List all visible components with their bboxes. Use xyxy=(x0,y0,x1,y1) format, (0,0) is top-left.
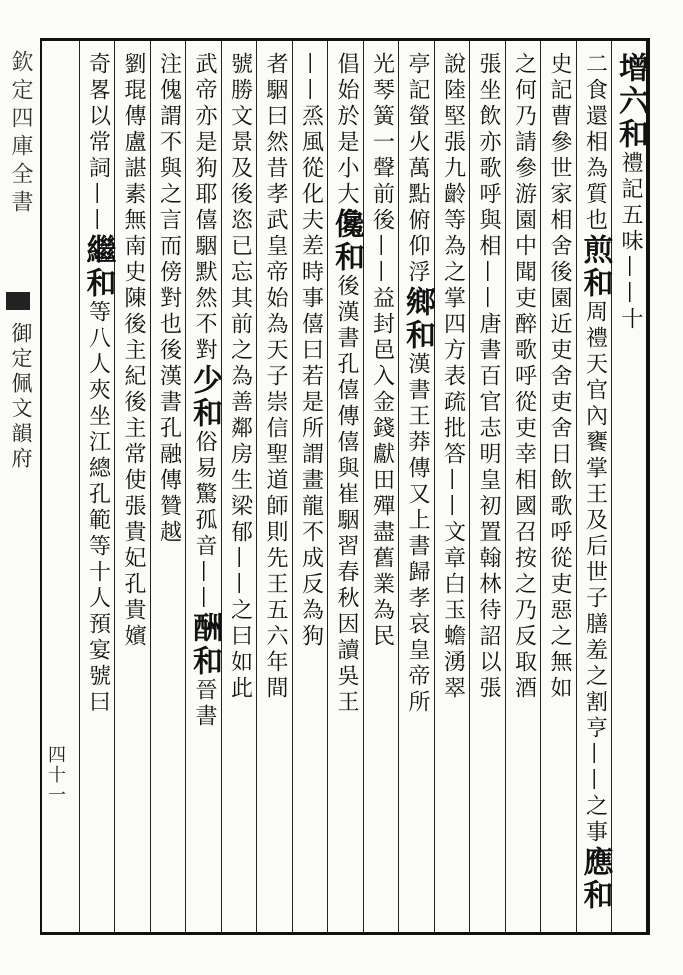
commentary-text: 注傀謂不與之言而傍對也 xyxy=(156,52,182,338)
text-column xyxy=(115,52,151,927)
commentary-text: 周禮天官內饔掌王及后世子膳羞之割亨——之事 xyxy=(582,300,608,846)
entry-heading: 少和 xyxy=(187,364,222,430)
text-column xyxy=(257,52,293,927)
commentary-text: 益封邑入金錢獻田殫盡舊業為民 xyxy=(369,286,395,650)
text-column xyxy=(222,52,258,927)
commentary-text: 號勝文景及後恣已忘其前之為善鄰房生梁郁——之曰如此 xyxy=(227,52,253,702)
entry-heading: 煎和 xyxy=(577,234,613,300)
text-column xyxy=(435,52,471,927)
spine-collection-title: 欽定四庫全書 xyxy=(8,50,33,218)
commentary-text: 後漢書孔融傳贊越 xyxy=(156,338,182,546)
commentary-text: 說陸堅張九齡等為之掌四方表疏批答——文章白玉蟾湧翠 xyxy=(440,52,466,702)
text-column xyxy=(612,52,648,927)
entry-heading: 儳和 xyxy=(329,208,364,274)
text-column xyxy=(506,52,542,927)
commentary-text: 夫差時事僖曰若是所謂畫龍不成反為狗 xyxy=(298,208,324,650)
commentary-text: 光琴簧一聲前後—— xyxy=(369,52,395,286)
commentary-text: 張坐飲亦歌呼與相——唐書百官志明皇初置翰林待詔以張 xyxy=(476,52,501,702)
frame-top-border xyxy=(40,38,650,41)
commentary-text: 之何乃請參游園中聞吏醉歌呼從吏幸相國召按之乃反取酒 xyxy=(511,52,537,702)
entry-heading: 應和 xyxy=(577,846,613,912)
text-column xyxy=(577,52,613,927)
commentary-text: 俗易驚孤音—— xyxy=(192,430,217,612)
commentary-text: 史記曹參世家相舍後園近吏舍吏舍日飲歌呼從吏惡之無如 xyxy=(547,52,572,702)
commentary-text: 倡始於是小大 xyxy=(334,52,359,208)
text-column xyxy=(399,52,435,927)
commentary-text: 等八人夾坐江總孔範等十人預宴號曰 xyxy=(85,300,111,716)
text-column xyxy=(541,52,577,927)
commentary-text: 劉琨傳盧諶素無 xyxy=(121,52,146,234)
entry-heading: 增 xyxy=(613,52,648,85)
text-column xyxy=(151,52,187,927)
commentary-text: 漢書王莽傳又上書歸孝哀皇帝所 xyxy=(405,352,430,716)
text-column xyxy=(470,52,506,927)
commentary-text: 後漢書孔僖傳僖與崔駰習春秋因讀吳王 xyxy=(334,274,359,716)
commentary-text: 亭記螢火萬點俯仰浮 xyxy=(405,52,430,286)
text-column xyxy=(80,52,116,927)
commentary-text: 奇畧以常詞—— xyxy=(85,52,111,234)
commentary-text: ——烝風從化 xyxy=(298,52,324,208)
commentary-text: 南史陳後主紀後主常使張貴妃孔貴嬪 xyxy=(121,234,146,650)
frame-bottom-border xyxy=(40,932,650,935)
text-column xyxy=(328,52,364,927)
entry-heading: 鄉和 xyxy=(400,286,435,352)
commentary-text: 武帝亦是狗耶僖駰默然不對 xyxy=(192,52,217,364)
commentary-text: 晉書 xyxy=(192,678,217,730)
commentary-text: 禮記五味——十 xyxy=(618,151,643,333)
entry-heading: 繼和 xyxy=(80,234,116,300)
text-column xyxy=(186,52,222,927)
commentary-text: 二食還相為質也 xyxy=(582,52,608,234)
commentary-text: 者駰曰然昔孝武皇帝始為天子崇信聖道師則先王五六年間 xyxy=(263,52,288,702)
text-column xyxy=(293,52,329,927)
entry-heading: 六和 xyxy=(613,85,648,151)
spine-book-title: 御定佩文韻府 xyxy=(9,322,33,472)
page-number: 四十一 xyxy=(45,745,66,805)
entry-heading: 酬和 xyxy=(187,612,222,678)
text-column xyxy=(364,52,400,927)
column-rule xyxy=(79,41,80,932)
fishtail-mark-icon xyxy=(6,292,30,310)
